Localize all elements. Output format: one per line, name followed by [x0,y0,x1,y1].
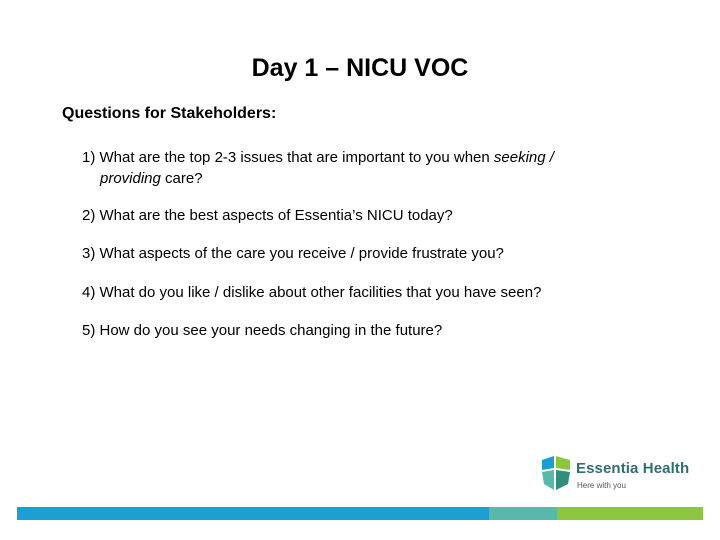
footer-bar-green [557,507,703,520]
question-5: 5) How do you see your needs changing in the future? [82,322,443,339]
slide-title: Day 1 – NICU VOC [251,54,469,82]
question-1-italic-seeking: seeking / [493,149,554,166]
footer-bar-teal [489,507,557,520]
question-1-text: 1) What are the top 2-3 issues that are important to you when [82,149,494,166]
footer-color-bar [17,507,703,520]
question-3: 3) What aspects of the care you receive / provide frustrate you? [82,245,504,262]
question-2: 2) What are the best aspects of Essentia’s NICU today? [82,207,453,224]
essentia-health-logo [540,452,700,496]
subtitle: Questions for Stakeholders: [62,105,277,122]
logo-tagline: Here with you [577,481,626,490]
logo-name: Essentia Health [576,460,690,477]
question-1-italic-providing: providing [100,170,161,187]
footer-bar-blue [17,507,489,520]
essentia-logo-icon [540,452,572,492]
question-1-continuation [82,168,554,189]
question-4: 4) What do you like / dislike about other facilities that you have seen? [82,284,542,301]
question-1 [82,147,554,189]
question-1-end: care? [160,170,203,187]
